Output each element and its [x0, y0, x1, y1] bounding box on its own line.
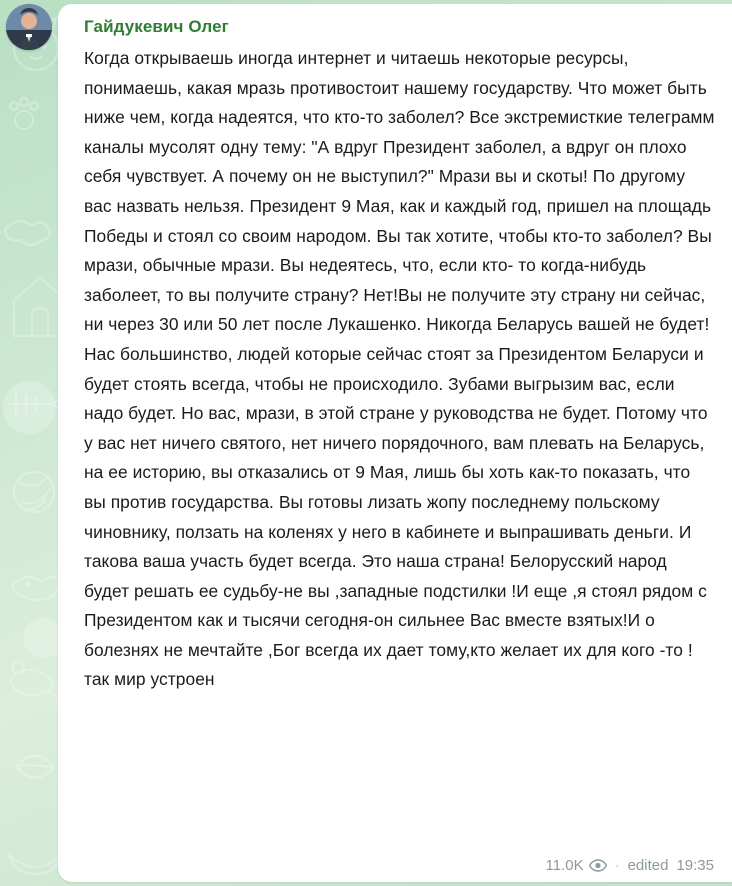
views-value: 11.0K [545, 857, 584, 874]
message-time: 19:35 [676, 857, 714, 874]
meta-separator: · [614, 857, 620, 874]
message-meta [545, 857, 714, 874]
avatar-photo [6, 4, 52, 50]
avatar[interactable] [6, 4, 52, 50]
eye-icon [589, 859, 607, 872]
view-count [545, 857, 606, 874]
message-bubble[interactable] [58, 4, 732, 882]
edited-label: edited [627, 857, 669, 874]
message-text: Когда открываешь иногда интернет и читаешь некоторые ресурсы, понимаешь, какая мразь противостоит нашему государству. Что может быть ниже чем, когда надеятся, что кто-то заболел? Все экстремисткие телеграмм каналы мусолят одну тему: "А вдруг Президент заболел, а вдруг он плохо себя чувствует. А почему он не выступил?" Мрази вы и скоты! По другому вас назвать нельзя. Президент 9 Мая, как и каждый год, пришел на площадь Победы и стоял со своим народом. Вы так хотите, чтобы кто-то заболел? Вы мрази, обычные мрази. Вы недеятесь, что, если кто- то когда-нибудь заболеет, то вы получите страну? Нет!Вы не получите эту страну ни сейчас, ни через 30 или 50 лет после Лукашенко. Никогда Беларусь вашей не будет! Нас большинство, людей которые сейчас стоят за Президентом Беларуси и будет стоять всегда, чтобы не происходило. Зубами выгрызим вас, если надо будет. Но вас, мрази, в этой стране у руководства не будет. Потому что у вас нет ничего святого, нет ничего порядочного, вам плевать на Беларусь, на ее историю, вы отказались от 9 Мая, лишь бы хоть как-то показать, что вы против государства. Вы готовы лизать жопу последнему польскому чиновнику, ползать на коленях у него в кабинете и выпрашивать деньги. И такова ваша участь будет всегда. Это наша страна! Белорусский народ будет решать ее судьбу-не вы ,западные подстилки !И еще ,я стоял рядом с Президентом как и тысячи сегодня-он сильнее Вас вместе взятых!И о болезнях не мечтайте ,Бог всегда их дает тому,кто желает их для кого -то !так мир устроен [84, 48, 720, 690]
message-sender[interactable]: Гайдукевич Олег [84, 17, 229, 36]
